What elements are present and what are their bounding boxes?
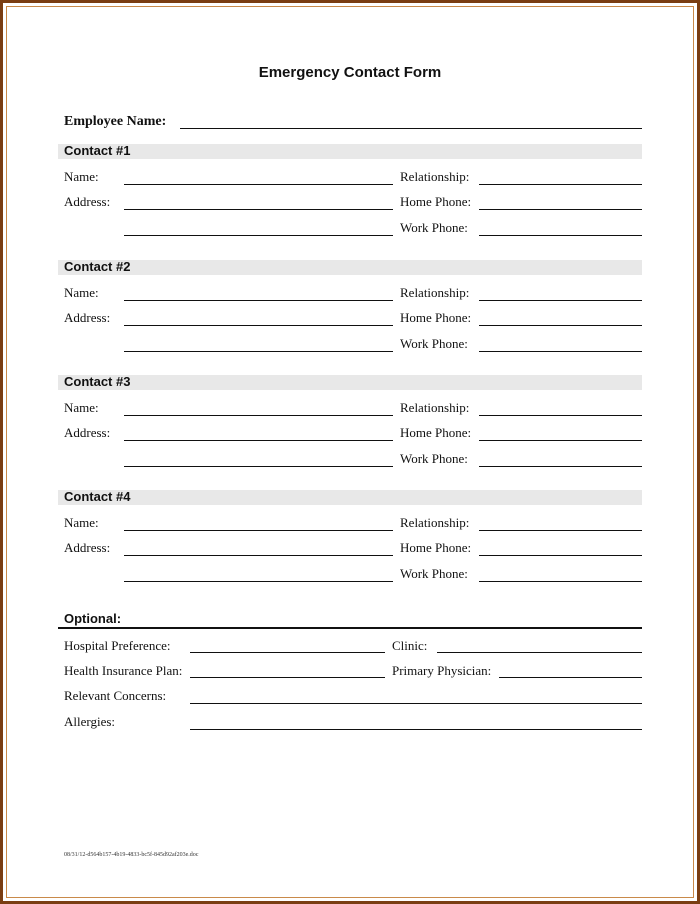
contact-3-name-field[interactable] [124, 415, 393, 416]
contact-2-home-phone-label: Home Phone: [400, 310, 472, 325]
employee-name-field[interactable] [180, 128, 642, 129]
relevant-concerns-field[interactable] [190, 703, 642, 704]
primary-physician-label: Primary Physician: [392, 663, 492, 678]
contact-3-home-phone-field[interactable] [479, 440, 642, 441]
contact-4-home-phone-field[interactable] [479, 555, 642, 556]
contact-1-address-label: Address: [64, 194, 111, 209]
optional-heading: Optional: [64, 611, 122, 626]
contact-4-work-phone-field[interactable] [479, 581, 642, 582]
relevant-concerns-label: Relevant Concerns: [64, 688, 167, 703]
employee-name-label: Employee Name: [64, 114, 167, 129]
contact-1-home-phone-label: Home Phone: [400, 194, 472, 209]
health-insurance-field[interactable] [190, 677, 385, 678]
clinic-label: Clinic: [392, 638, 428, 653]
page-border-inner [6, 6, 694, 898]
contact-4-heading: Contact #4 [64, 489, 131, 504]
contact-4-relationship-field[interactable] [479, 530, 642, 531]
contact-3-relationship-label: Relationship: [400, 400, 470, 415]
contact-4-relationship-label: Relationship: [400, 515, 470, 530]
contact-1-address-field-2[interactable] [124, 235, 393, 236]
contact-2-work-phone-field[interactable] [479, 351, 642, 352]
contact-3-work-phone-field[interactable] [479, 466, 642, 467]
form-title: Emergency Contact Form [258, 64, 442, 81]
contact-4-name-label: Name: [64, 515, 99, 530]
contact-3-home-phone-label: Home Phone: [400, 425, 472, 440]
contact-4-address-field-1[interactable] [124, 555, 393, 556]
contact-2-relationship-label: Relationship: [400, 285, 470, 300]
contact-4-name-field[interactable] [124, 530, 393, 531]
hospital-preference-field[interactable] [190, 652, 385, 653]
contact-3-address-label: Address: [64, 425, 111, 440]
contact-3-heading: Contact #3 [64, 374, 131, 389]
contact-4-address-label: Address: [64, 540, 111, 555]
hospital-preference-label: Hospital Preference: [64, 638, 171, 653]
contact-3-header [58, 375, 642, 390]
allergies-field[interactable] [190, 729, 642, 730]
contact-1-relationship-label: Relationship: [400, 169, 470, 184]
health-insurance-label: Health Insurance Plan: [64, 663, 183, 678]
contact-1-work-phone-field[interactable] [479, 235, 642, 236]
contact-1-name-field[interactable] [124, 184, 393, 185]
contact-1-header [58, 144, 642, 159]
contact-2-relationship-field[interactable] [479, 300, 642, 301]
contact-3-work-phone-label: Work Phone: [400, 451, 468, 466]
contact-1-name-label: Name: [64, 169, 99, 184]
contact-4-home-phone-label: Home Phone: [400, 540, 472, 555]
contact-3-address-field-2[interactable] [124, 466, 393, 467]
contact-4-address-field-2[interactable] [124, 581, 393, 582]
contact-1-home-phone-field[interactable] [479, 209, 642, 210]
contact-2-address-field-2[interactable] [124, 351, 393, 352]
contact-2-address-label: Address: [64, 310, 111, 325]
contact-1-heading: Contact #1 [64, 143, 131, 158]
contact-3-name-label: Name: [64, 400, 99, 415]
contact-1-work-phone-label: Work Phone: [400, 220, 468, 235]
clinic-field[interactable] [437, 652, 642, 653]
contact-4-header [58, 490, 642, 505]
contact-2-name-field[interactable] [124, 300, 393, 301]
contact-2-heading: Contact #2 [64, 259, 131, 274]
optional-divider [58, 627, 642, 629]
contact-3-address-field-1[interactable] [124, 440, 393, 441]
contact-2-name-label: Name: [64, 285, 99, 300]
contact-2-work-phone-label: Work Phone: [400, 336, 468, 351]
contact-4-work-phone-label: Work Phone: [400, 566, 468, 581]
contact-1-relationship-field[interactable] [479, 184, 642, 185]
footer-doc-id: 08/31/12-d564b157-4b19-4833-bc5f-845d92af203e.doc [64, 852, 199, 858]
contact-3-relationship-field[interactable] [479, 415, 642, 416]
contact-2-address-field-1[interactable] [124, 325, 393, 326]
contact-2-header [58, 260, 642, 275]
primary-physician-field[interactable] [499, 677, 642, 678]
contact-2-home-phone-field[interactable] [479, 325, 642, 326]
allergies-label: Allergies: [64, 714, 116, 729]
contact-1-address-field-1[interactable] [124, 209, 393, 210]
